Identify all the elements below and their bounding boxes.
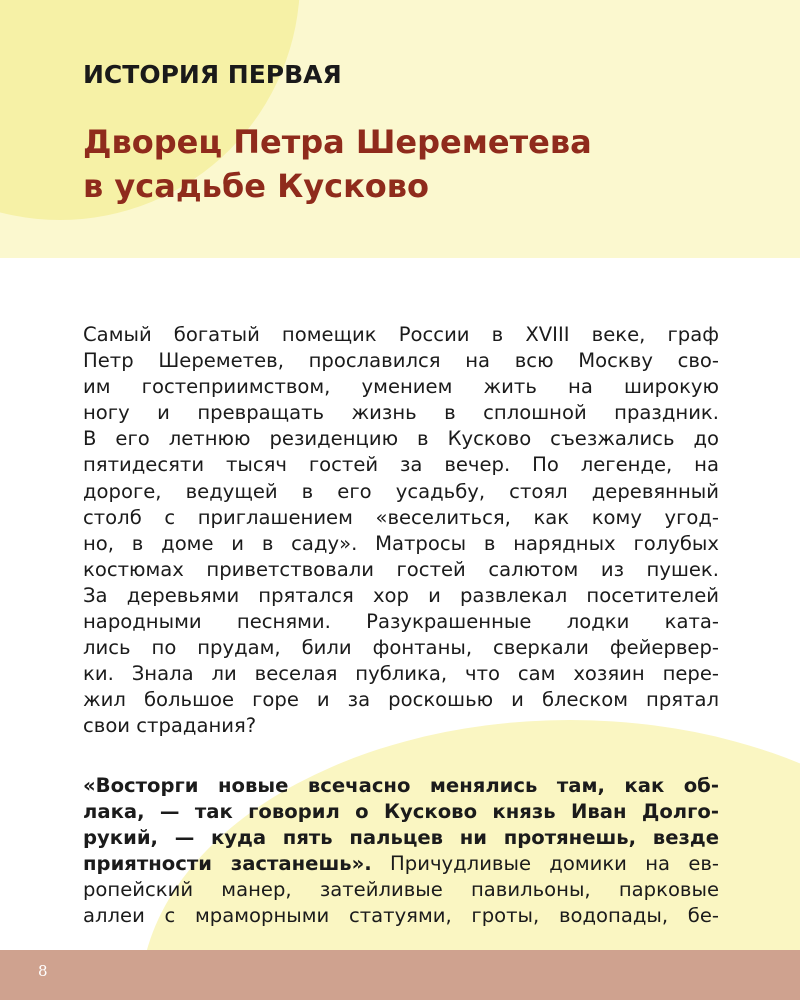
header-band bbox=[0, 0, 800, 258]
text-line: За деревьями прятался хор и развлекал посетителей bbox=[83, 583, 719, 607]
quote-line: лака, — так говорил о Кусково князь Иван Долго- bbox=[83, 800, 719, 824]
text-line: аллеи с мраморными статуями, гроты, водопады, бе- bbox=[83, 904, 719, 928]
text-line: ногу и превращать жизнь в сплошной праздник. bbox=[83, 401, 719, 425]
quote-line: «Восторги новые всечасно менялись там, как об- bbox=[83, 774, 719, 797]
text-line: но, в доме и в саду». Матросы в нарядных голубых bbox=[83, 531, 719, 555]
chapter-kicker: ИСТОРИЯ ПЕРВАЯ bbox=[83, 60, 342, 89]
text-line: В его летнюю резиденцию в Кусково съезжались до bbox=[83, 427, 719, 451]
chapter-title-line: Дворец Петра Шереметева bbox=[83, 123, 592, 161]
text-line: лись по прудам, били фонтаны, сверкали фейервер- bbox=[83, 636, 719, 660]
text-line: свои страдания? bbox=[83, 714, 257, 738]
text-line: столб с приглашением «веселиться, как кому угод- bbox=[83, 505, 719, 529]
page-number: 8 bbox=[38, 962, 48, 980]
text-line: пятидесяти тысяч гостей за вечер. По легенде, на bbox=[83, 453, 719, 477]
quote-end: приятности застанешь». bbox=[83, 852, 372, 876]
text-line: дороге, ведущей в его усадьбу, стоял деревянный bbox=[83, 479, 719, 503]
text-line: Самый богатый помещик России в XVIII веке, граф bbox=[83, 323, 719, 346]
text-fragment: Причудливые домики на ев- bbox=[371, 852, 719, 876]
text-line: Петр Шереметев, прославился на всю Москву сво- bbox=[83, 349, 719, 373]
text-line: костюмах приветствовали гостей салютом из пушек. bbox=[83, 557, 719, 581]
paragraph-1 bbox=[83, 322, 719, 740]
text-line: ки. Знала ли веселая публика, что сам хозяин пере- bbox=[83, 662, 719, 686]
page-footer bbox=[0, 950, 800, 1000]
text-line: им гостеприимством, умением жить на широкую bbox=[83, 375, 719, 399]
text-line: ропейский манер, затейливые павильоны, парковые bbox=[83, 878, 719, 902]
chapter-title bbox=[83, 120, 592, 208]
quote-line: рукий, — куда пять пальцев ни протянешь, везде bbox=[83, 826, 719, 850]
text-line bbox=[83, 851, 719, 877]
text-line: народными песнями. Разукрашенные лодки ката- bbox=[83, 610, 719, 634]
chapter-title-line: в усадьбе Кусково bbox=[83, 167, 429, 205]
paragraph-2 bbox=[83, 773, 719, 930]
text-line: жил большое горе и за роскошью и блеском прятал bbox=[83, 688, 719, 712]
